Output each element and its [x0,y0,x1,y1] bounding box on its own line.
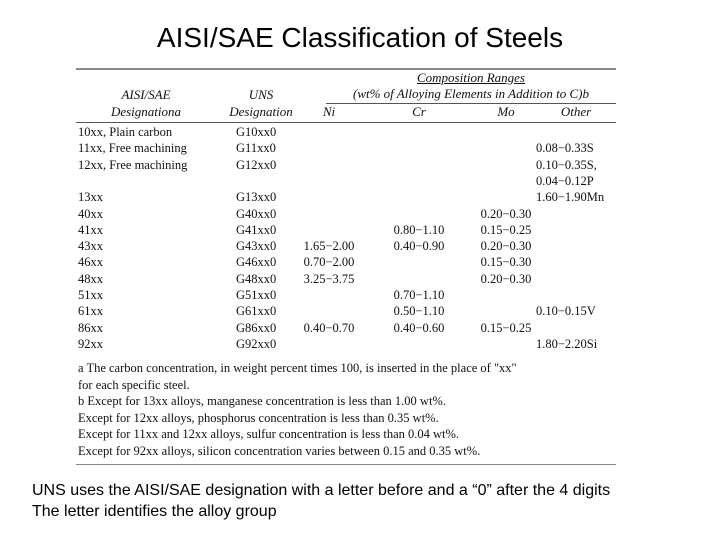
cell-uns: G10xx0 [236,125,277,139]
cell-aisi: 92xx [78,336,103,351]
cell-mo: 0.15−0.25 [480,222,532,237]
footnote-line: a The carbon concentration, in weight percent times 100, is inserted in the place of "xx" [78,361,517,375]
steel-classification-table [76,68,616,468]
cell-aisi: 12xx, Free machining [78,157,188,172]
cell-aisi: 43xx [78,239,103,254]
cell-uns: G40xx0 [236,206,277,221]
cell-uns: G13xx0 [236,190,277,205]
cell-aisi: 40xx [78,206,103,221]
table-row [76,321,616,337]
cell-aisi: 51xx [78,288,103,302]
footnote-line: b Except for 13xx alloys, manganese concentration is less than 1.00 wt%. [78,394,446,408]
table-row [76,158,616,174]
cell-other: 0.04−0.12P [536,173,594,188]
table-row [76,207,616,223]
caption [32,480,712,522]
table-row [76,174,616,190]
cell-uns: G51xx0 [236,288,277,302]
table-row [76,337,616,353]
cell-aisi: 11xx, Free machining [78,141,187,156]
mo-header: Mo [497,104,515,119]
header-bottom-rule [76,122,616,123]
cell-cr: 0.40−0.90 [393,239,445,254]
page-title: AISI/SAE Classification of Steels [156,22,564,53]
cell-uns: G12xx0 [236,157,277,172]
cell-uns: G92xx0 [236,336,277,351]
other-header: Other [560,104,592,119]
cell-ni: 3.25−3.75 [303,271,355,286]
cell-uns: G43xx0 [236,239,277,254]
cell-other: 0.10−0.15V [536,304,596,319]
cell-uns: G48xx0 [236,271,277,286]
cell-other: 1.60−1.90Mn [536,190,605,205]
cell-mo: 0.20−0.30 [480,271,532,286]
cell-uns: G46xx0 [236,255,277,270]
uns-header-line2: Designation [229,104,293,119]
cell-other: 0.10−0.35S, [536,157,597,172]
cell-aisi: 86xx [78,320,103,335]
cell-mo: 0.15−0.30 [480,255,532,270]
caption-line-1: UNS uses the AISI/SAE designation with a letter before and a “0” after the 4 digits [32,482,611,499]
cell-aisi: 48xx [78,271,103,286]
aisi-header-line2: Designationa [110,104,182,119]
table-row [76,239,616,255]
cell-cr: 0.80−1.10 [393,222,445,237]
table-row [76,255,616,271]
footnote-line: Except for 92xx alloys, silicon concentration varies between 0.15 and 0.35 wt%. [78,443,481,458]
table-row [76,223,616,239]
uns-header-line1: UNS [248,87,274,102]
table-row [76,288,616,304]
composition-ranges-header: Composition Ranges [417,70,525,85]
cell-mo: 0.15−0.25 [480,320,532,335]
aisi-header-line1: AISI/SAE [121,87,171,102]
table-bottom-rule [76,464,616,465]
cell-cr: 0.40−0.60 [393,320,445,335]
cell-aisi: 61xx [78,304,103,319]
footnote-line: Except for 11xx and 12xx alloys, sulfur concentration is less than 0.04 wt%. [78,427,460,441]
cell-aisi: 46xx [78,255,103,270]
cell-ni: 1.65−2.00 [303,239,355,254]
cell-ni: 0.70−2.00 [303,255,355,270]
cell-uns: G41xx0 [236,222,277,237]
cell-cr: 0.70−1.10 [393,288,445,302]
cell-mo: 0.20−0.30 [480,206,532,221]
composition-subheader: (wt% of Alloying Elements in Addition to C)b [352,86,590,101]
cr-header: Cr [412,104,426,119]
cell-uns: G86xx0 [236,320,277,335]
cell-other: 1.80−2.20Si [536,336,598,351]
cell-aisi: 41xx [78,222,103,237]
cell-ni: 0.40−0.70 [303,320,355,335]
cell-aisi: 10xx, Plain carbon [78,125,173,139]
table-row [76,141,616,157]
cell-aisi: 13xx [78,190,103,205]
cell-mo: 0.20−0.30 [480,239,532,254]
table-row [76,190,616,206]
cell-other: 0.08−0.33S [536,141,594,156]
footnote-line: for each specific steel. [78,377,190,392]
ni-header: Ni [322,104,336,119]
cell-uns: G61xx0 [236,304,277,319]
cell-uns: G11xx0 [236,141,276,156]
table-row [76,125,616,141]
table-row [76,272,616,288]
table-row [76,304,616,320]
footnote-line: Except for 12xx alloys, phosphorus concentration is less than 0.35 wt%. [78,410,439,425]
caption-line-2: The letter identifies the alloy group [32,503,277,520]
cell-cr: 0.50−1.10 [393,304,445,319]
